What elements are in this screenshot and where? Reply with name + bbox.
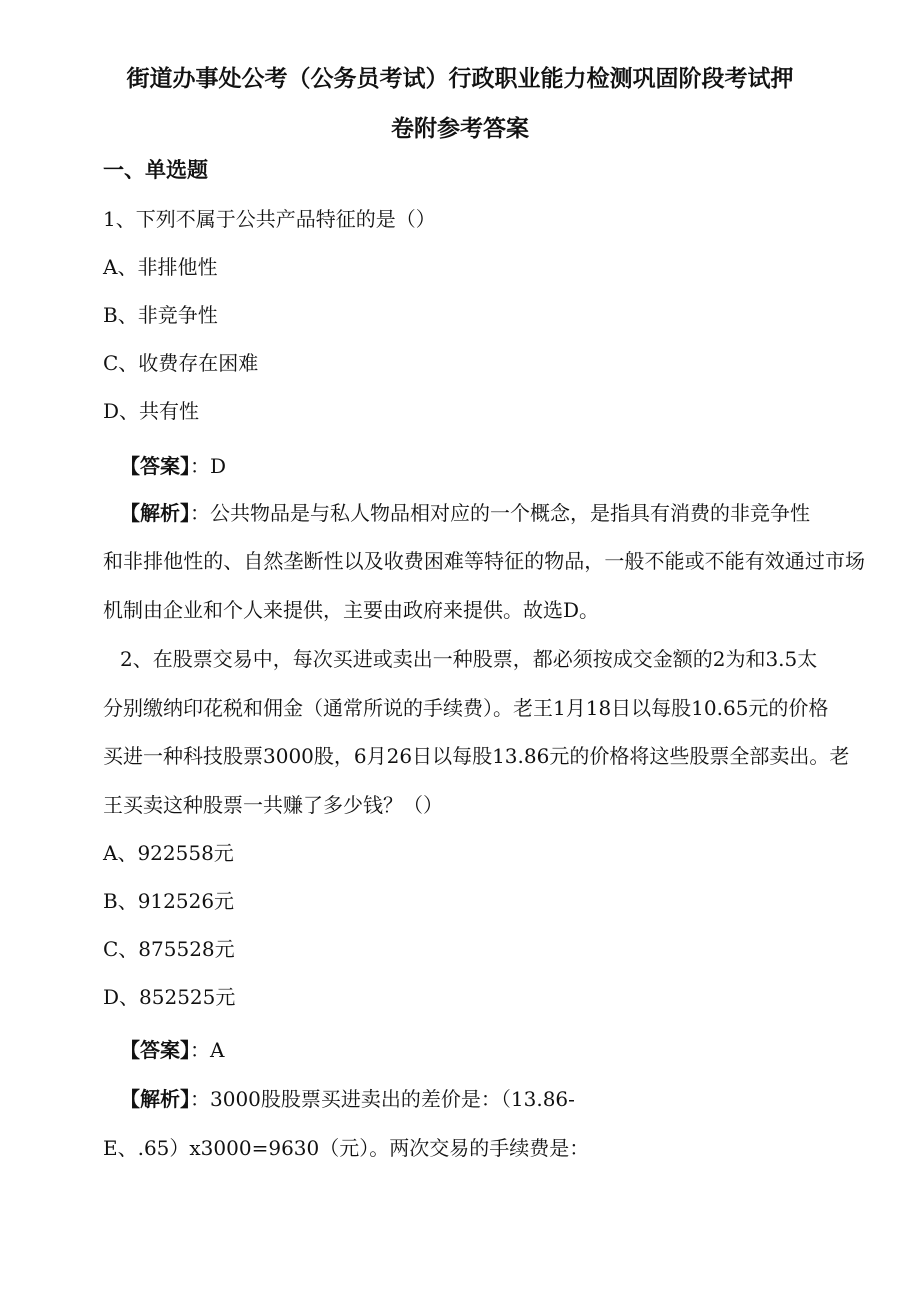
question-2-option-d: D、852525元	[103, 985, 236, 1009]
question-2-answer	[120, 1037, 224, 1063]
document-title-line-2: 卷附参考答案	[391, 116, 529, 142]
question-1-option-a: A、非排他性	[103, 255, 218, 279]
answer-label: 【答案】	[120, 454, 190, 478]
question-2-option-c: C、875528元	[103, 937, 235, 961]
question-2-option-b: B、912526元	[103, 889, 235, 913]
answer-value: ：A	[190, 1038, 225, 1062]
question-1-analysis-line-1	[120, 500, 865, 526]
question-2-stem-line-3: 买进一种科技股票3000股，6月26日以每股13.86元的价格将这些股票全部卖出。老	[103, 744, 850, 768]
question-1-option-b: B、非竞争性	[103, 303, 218, 327]
analysis-label: 【解析】	[120, 501, 190, 525]
question-2-stem-line-4: 王买卖这种股票一共赚了多少钱？（）	[103, 793, 443, 817]
document-title-line-1: 街道办事处公考（公务员考试）行政职业能力检测巩固阶段考试押	[126, 66, 794, 92]
question-2-analysis-line-1	[120, 1086, 575, 1112]
question-2-stem-line-2: 分别缴纳印花税和佣金（通常所说的手续费）。老王1月18日以每股10.65元的价格	[103, 696, 829, 720]
question-2-analysis-line-2: E、.65）x3000=9630（元）。两次交易的手续费是：	[103, 1136, 590, 1160]
question-1-analysis-line-2: 和非排他性的、自然垄断性以及收费困难等特征的物品，一般不能或不能有效通过市场	[103, 549, 865, 573]
analysis-label: 【解析】	[120, 1087, 190, 1111]
answer-label: 【答案】	[120, 1038, 190, 1062]
question-2-option-a: A、922558元	[103, 841, 234, 865]
analysis-text: ：3000股股票买进卖出的差价是：（13.86-	[190, 1087, 575, 1111]
analysis-text: ：公共物品是与私人物品相对应的一个概念，是指具有消费的非竞争性	[190, 501, 810, 525]
question-1-option-d: D、共有性	[103, 399, 200, 423]
question-1-stem: 1、下列不属于公共产品特征的是（）	[103, 207, 436, 231]
question-2-stem-line-1: 2、在股票交易中，每次买进或卖出一种股票，都必须按成交金额的2为和3.5太	[120, 647, 818, 671]
question-1-option-c: C、收费存在困难	[103, 351, 259, 375]
question-1-analysis-line-3: 机制由企业和个人来提供，主要由政府来提供。故选D。	[103, 598, 600, 622]
answer-value: ：D	[190, 454, 227, 478]
question-1-answer	[120, 453, 226, 479]
section-heading: 一、单选题	[103, 158, 208, 182]
